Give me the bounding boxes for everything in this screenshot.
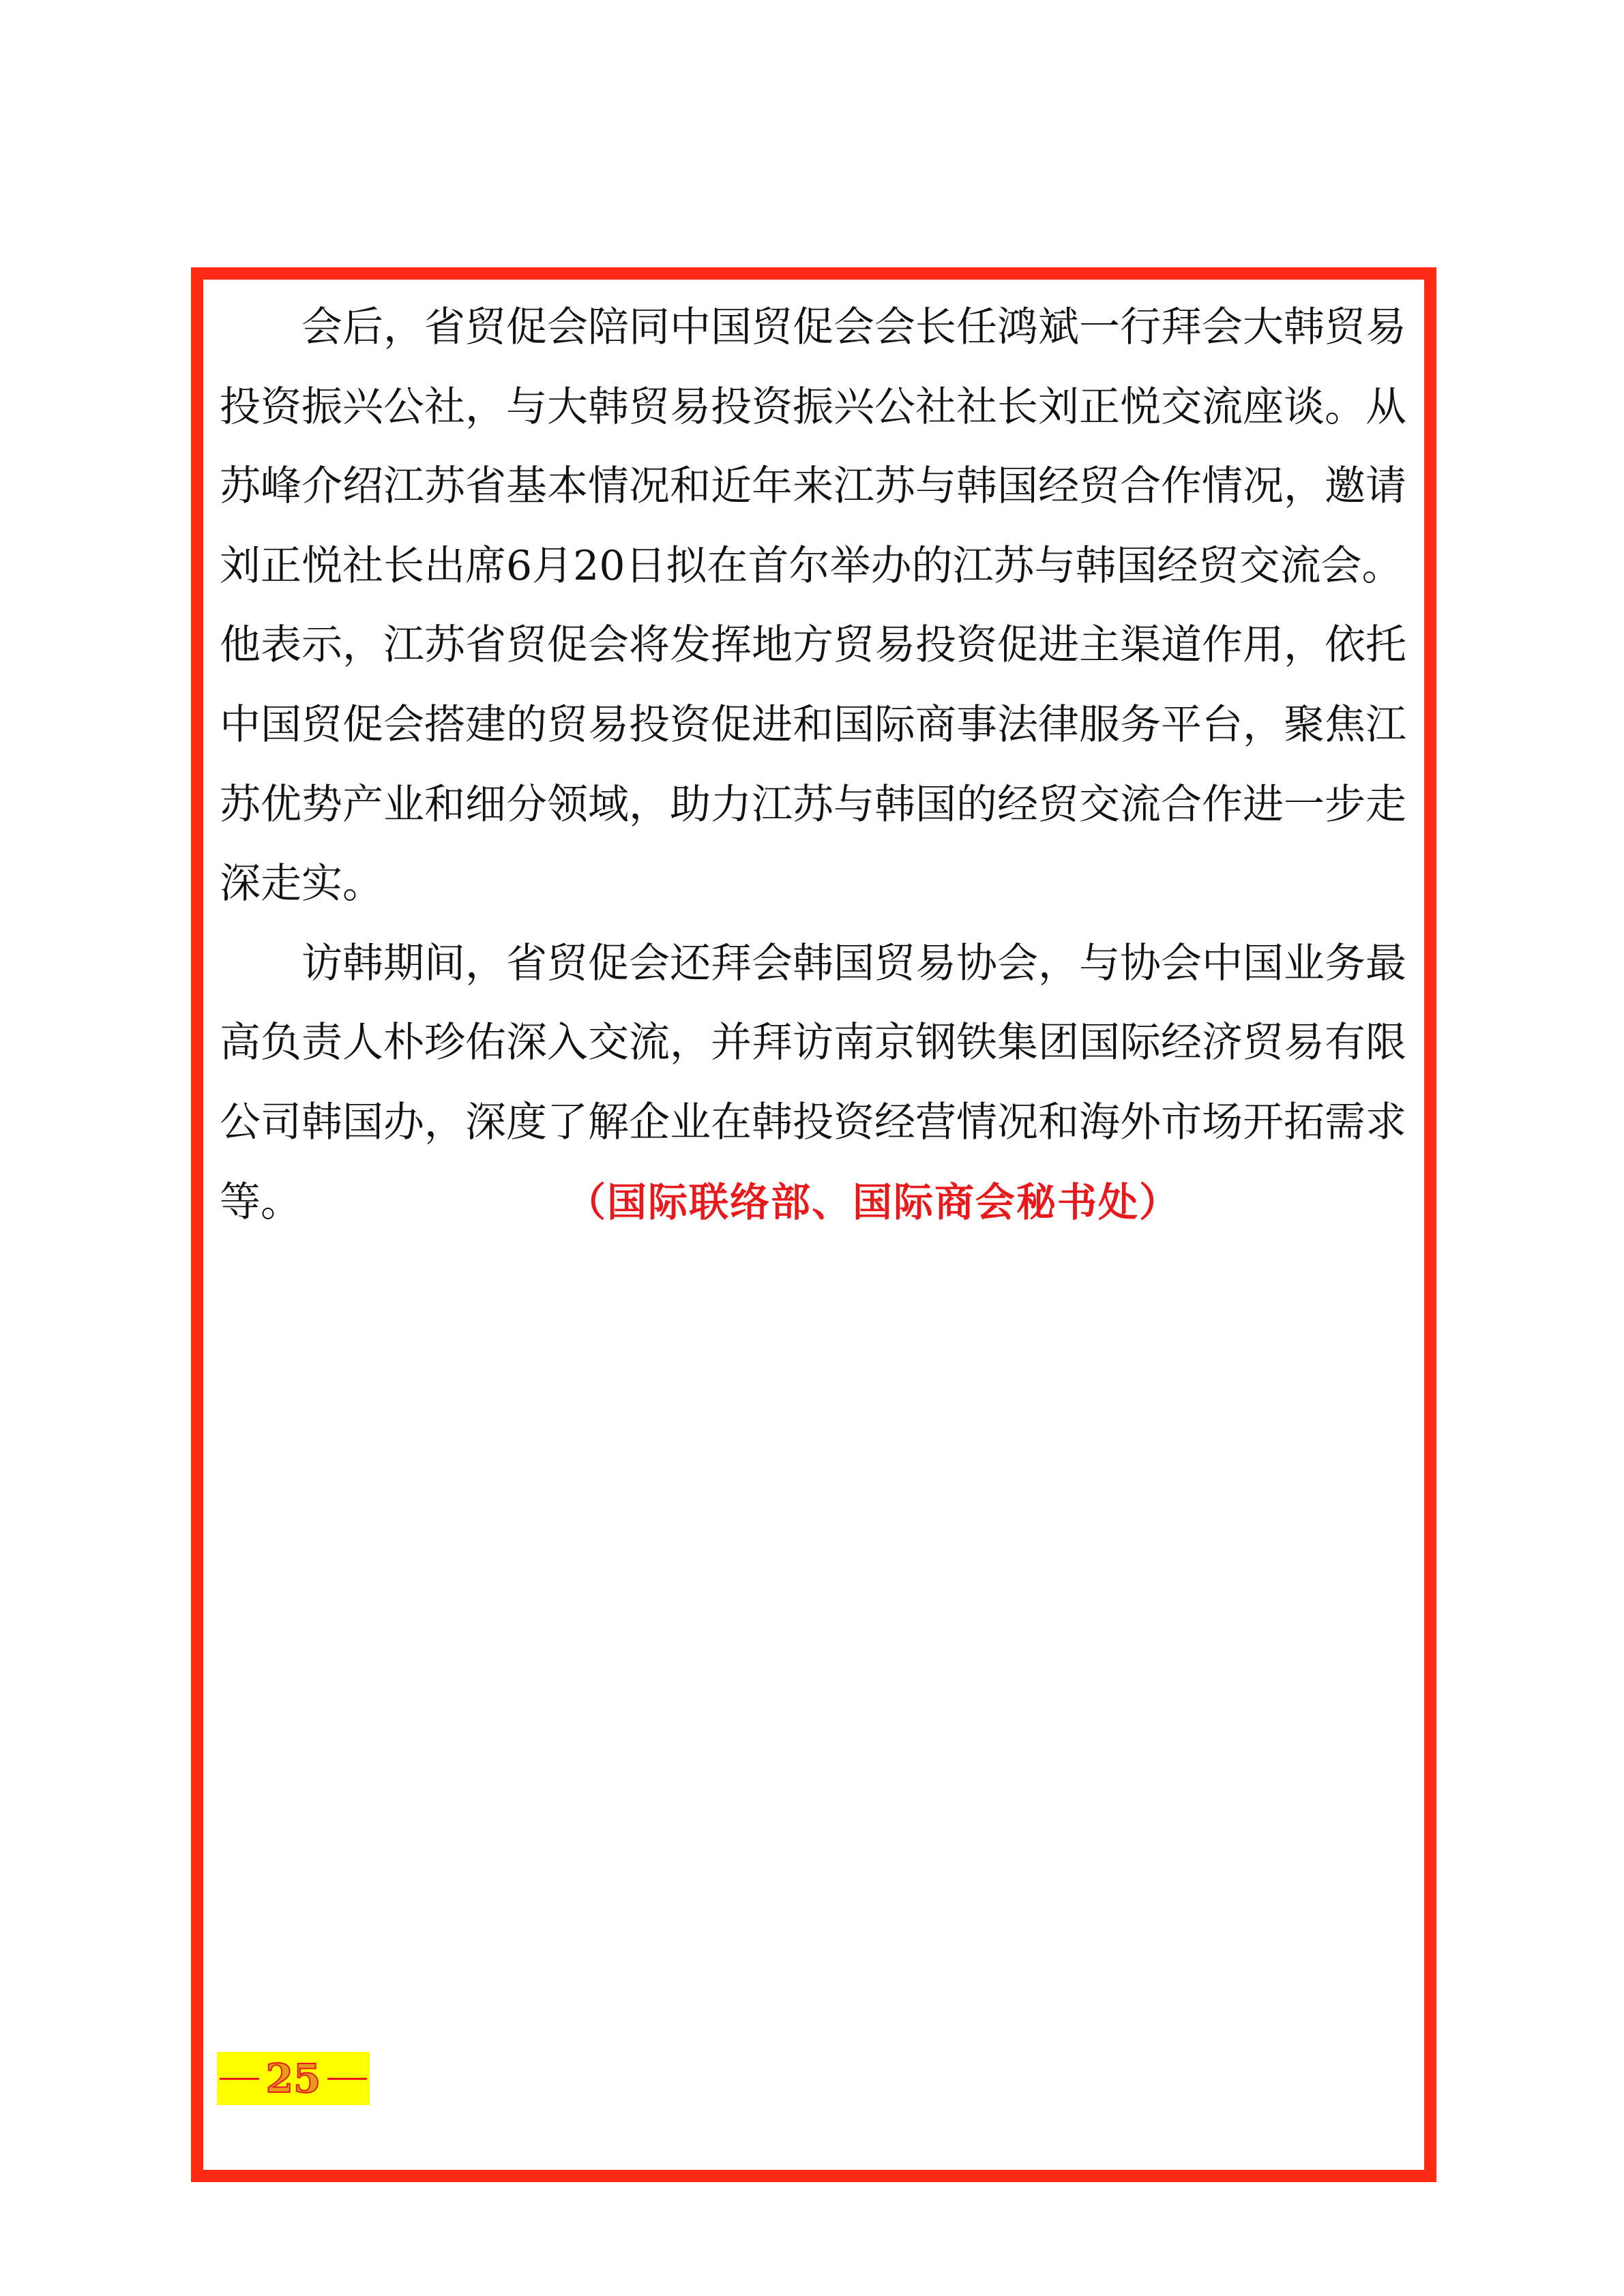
page-number: 25 xyxy=(265,2055,321,2102)
paragraph-1-line-1: 会后，省贸促会陪同中国贸促会会长任鸿斌一行拜会大韩贸易 xyxy=(301,303,1406,351)
source-department-note: （国际联络部、国际商会秘书处） xyxy=(566,1178,1181,1225)
paragraph-1-line-4: 刘正悦社长出席6月20日拟在首尔举办的江苏与韩国经贸交流会。 xyxy=(220,541,1403,590)
page-number-right-dash xyxy=(327,2078,367,2080)
paragraph-2-line-4: 等。 xyxy=(220,1178,301,1226)
paragraph-1-line-5: 他表示，江苏省贸促会将发挥地方贸易投资促进主渠道作用，依托 xyxy=(220,621,1406,670)
paragraph-2-line-3: 公司韩国办，深度了解企业在韩投资经营情况和海外市场开拓需求 xyxy=(220,1098,1406,1146)
paragraph-1-line-6: 中国贸促会搭建的贸易投资促进和国际商事法律服务平台，聚焦江 xyxy=(220,700,1406,749)
page-number-badge xyxy=(217,2052,370,2105)
paragraph-1-line-3: 苏峰介绍江苏省基本情况和近年来江苏与韩国经贸合作情况，邀请 xyxy=(220,462,1406,511)
paragraph-1-line-7: 苏优势产业和细分领域，助力江苏与韩国的经贸交流合作进一步走 xyxy=(220,780,1406,829)
paragraph-2-last-line xyxy=(220,1163,1409,1242)
article-body xyxy=(220,288,1409,1242)
page-number-left-dash xyxy=(220,2078,259,2080)
paragraph-2-line-1: 访韩期间，省贸促会还拜会韩国贸易协会，与协会中国业务最 xyxy=(301,939,1406,987)
paragraph-1-line-2: 投资振兴公社，与大韩贸易投资振兴公社社长刘正悦交流座谈。从 xyxy=(220,383,1406,431)
paragraph-2-line-2: 高负责人朴珍佑深入交流，并拜访南京钢铁集团国际经济贸易有限 xyxy=(220,1019,1406,1067)
paragraph-1-line-8: 深走实。 xyxy=(220,860,383,908)
